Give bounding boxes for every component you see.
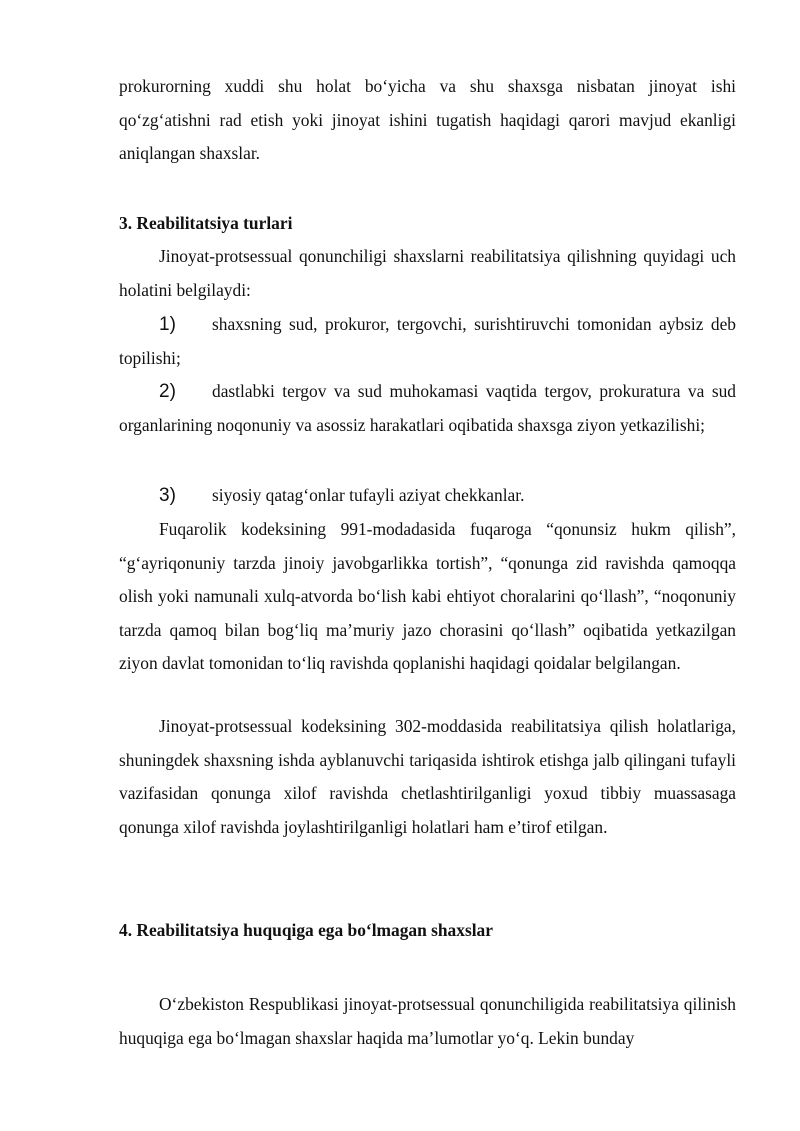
list-item	[119, 375, 736, 442]
list-item-text: siyosiy qatag‘onlar tufayli aziyat chekkanlar.	[212, 485, 525, 505]
list-item	[119, 308, 736, 375]
section-3-paragraph-civil-code: Fuqarolik kodeksining 991-modadasida fuqaroga “qonunsiz hukm qilish”, “g‘ayriqonuniy tarzda jinoiy javobgarlikka tortish”, “qonunga zid ravishda qamoqqa olish yoki namunali xulq-atvorda bo‘lish kabi ehtiyot choralarini qo‘llash”, “noqonuniy tarzda qamoq bilan bog‘liq ma’muriy jazo chorasini qo‘llash” oqibatida yetkazilgan ziyon davlat tomonidan to‘liq ravishda qoplanishi haqidagi qoidalar belgilangan.	[119, 519, 736, 673]
list-item-number: 1)	[159, 314, 176, 335]
section-3-paragraph-procedure-code: Jinoyat-protsessual kodeksining 302-moddasida reabilitatsiya qilish holatlariga, shuningdek shaxsning ishda ayblanuvchi tariqasida ishtirok etishga jalb qilingani tufayli vazifasidan qonunga xilof ravishda chetlashtirilganligi yoxud tibbiy muassasaga qonunga xilof ravishda joylashtirilganligi holatlari ham e’tirof etilgan.	[119, 716, 736, 837]
intro-paragraph: prokurorning xuddi shu holat bo‘yicha va shu shaxsga nisbatan jinoyat ishi qo‘zg‘atishni rad etish yoki jinoyat ishini tugatish haqidagi qarori mavjud ekanligi aniqlangan shaxslar.	[119, 76, 736, 163]
section-4-paragraph: O‘zbekiston Respublikasi jinoyat-protsessual qonunchiligida reabilitatsiya qilinish huquqiga ega bo‘lmagan shaxslar haqida ma’lumotlar yo‘q. Lekin bunday	[119, 994, 736, 1048]
section-3-lead-paragraph: Jinoyat-protsessual qonunchiligi shaxslarni reabilitatsiya qilishning quyidagi uch holatini belgilaydi:	[119, 246, 736, 300]
list-item-number: 2)	[159, 381, 176, 402]
list-item-number: 3)	[159, 485, 176, 506]
section-3-heading: 3. Reabilitatsiya turlari	[119, 213, 293, 233]
list-item-text: shaxsning sud, prokuror, tergovchi, surishtiruvchi tomonidan aybsiz deb topilishi;	[119, 314, 736, 368]
list-item	[119, 479, 736, 513]
list-item-text: dastlabki tergov va sud muhokamasi vaqtida tergov, prokuratura va sud organlarining noqonuniy va asossiz harakatlari oqibatida shaxsga ziyon yetkazilishi;	[119, 381, 736, 435]
section-4-heading: 4. Reabilitatsiya huquqiga ega bo‘lmagan shaxslar	[119, 920, 493, 940]
